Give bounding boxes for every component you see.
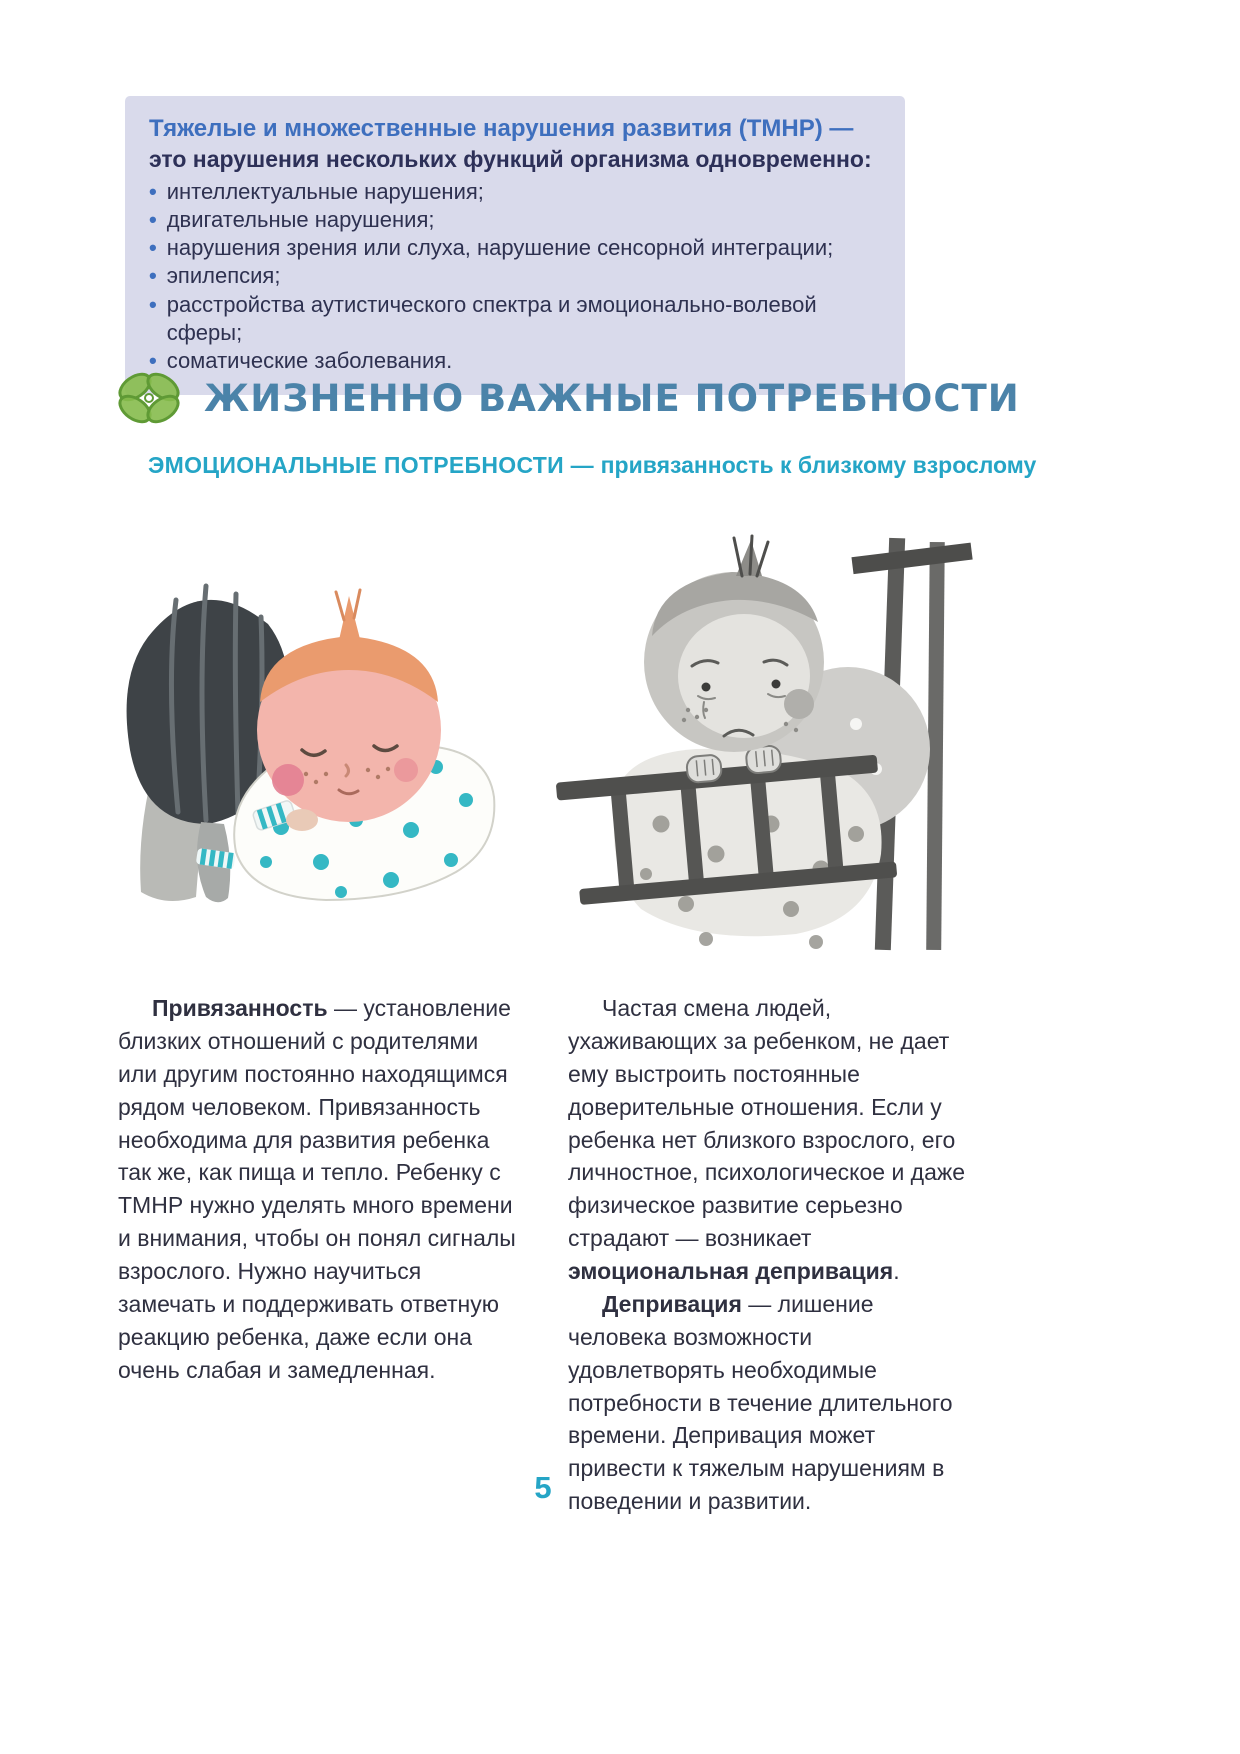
paragraph-text: — лишение человека возможности удовлетворять необходимые потребности в течение длительного времени. Депривация может привести к тяжелым нарушениям в поведении и развитии. <box>568 1290 953 1515</box>
list-item <box>149 206 879 234</box>
section-subheading <box>148 452 1036 479</box>
list-item-text: эпилепсия; <box>166 263 281 289</box>
term-emotsionalnaya-deprivatsiya: эмоциональная депривация <box>568 1258 894 1284</box>
section-heading: ЖИЗНЕННО ВАЖНЫЕ ПОТРЕБНОСТИ <box>204 376 1020 420</box>
list-item <box>149 234 879 262</box>
page-number: 5 <box>534 1470 552 1505</box>
term-deprivatsiya: Депривация <box>602 1290 742 1317</box>
info-box-subtitle: это нарушения нескольких функций организма одновременно: <box>149 146 872 173</box>
term-privyazannost: Привязанность <box>152 995 328 1021</box>
right-column <box>568 992 968 1518</box>
section-heading-row <box>116 368 1020 428</box>
bullet-icon: • <box>149 263 157 289</box>
body-columns <box>118 992 968 1518</box>
paragraph <box>118 992 518 1387</box>
left-column <box>118 992 518 1518</box>
paragraph <box>568 992 968 1288</box>
bullet-icon: • <box>149 179 157 205</box>
list-item <box>149 262 879 290</box>
list-item-text: расстройства аутистического спектра и эмоционально-волевой сферы; <box>166 291 817 345</box>
info-box-list <box>149 178 879 375</box>
bullet-icon: • <box>149 207 157 233</box>
illustration-mother-and-child <box>106 562 506 907</box>
list-item <box>149 178 879 206</box>
list-item <box>149 291 879 347</box>
list-item-text: нарушения зрения или слуха, нарушение сенсорной интеграции; <box>166 235 834 261</box>
info-box-title: Тяжелые и множественные нарушения развития (ТМНР) — <box>149 115 854 142</box>
info-box <box>125 96 905 395</box>
list-item-text: интеллектуальные нарушения; <box>166 179 484 205</box>
illustration-child-in-crib <box>556 524 976 964</box>
subheading-emphasis: ЭМОЦИОНАЛЬНЫЕ ПОТРЕБНОСТИ — <box>148 452 601 478</box>
paragraph-text: . <box>893 1258 900 1284</box>
list-item-text: двигательные нарушения; <box>166 207 435 233</box>
bullet-icon: • <box>149 291 157 317</box>
paragraph-text: Частая смена людей, ухаживающих за ребенком, не дает ему выстроить постоянные доверительные отношения. Если у ребенка нет близкого взрослого, его личностное, психологическое и даже физическое развитие серьезно страдают — возникает <box>568 995 966 1252</box>
bullet-icon: • <box>149 235 157 261</box>
bullet-icon: • <box>149 347 157 373</box>
paragraph-text: — установление близких отношений с родителями или другим постоянно находящимся рядом человеком. Привязанность необходима для развития ребенка так же, как пища и тепло. Ребенку с ТМНР нужно уделять много времени и внимания, чтобы он понял сигналы взрослого. Нужно научиться замечать и поддерживать ответную реакцию ребенка, даже если она очень слабая и замедленная. <box>118 995 516 1383</box>
list-item-text: соматические заболевания. <box>166 347 453 373</box>
subheading-text: привязанность к близкому взрослому <box>600 452 1037 478</box>
clover-icon <box>116 368 182 428</box>
